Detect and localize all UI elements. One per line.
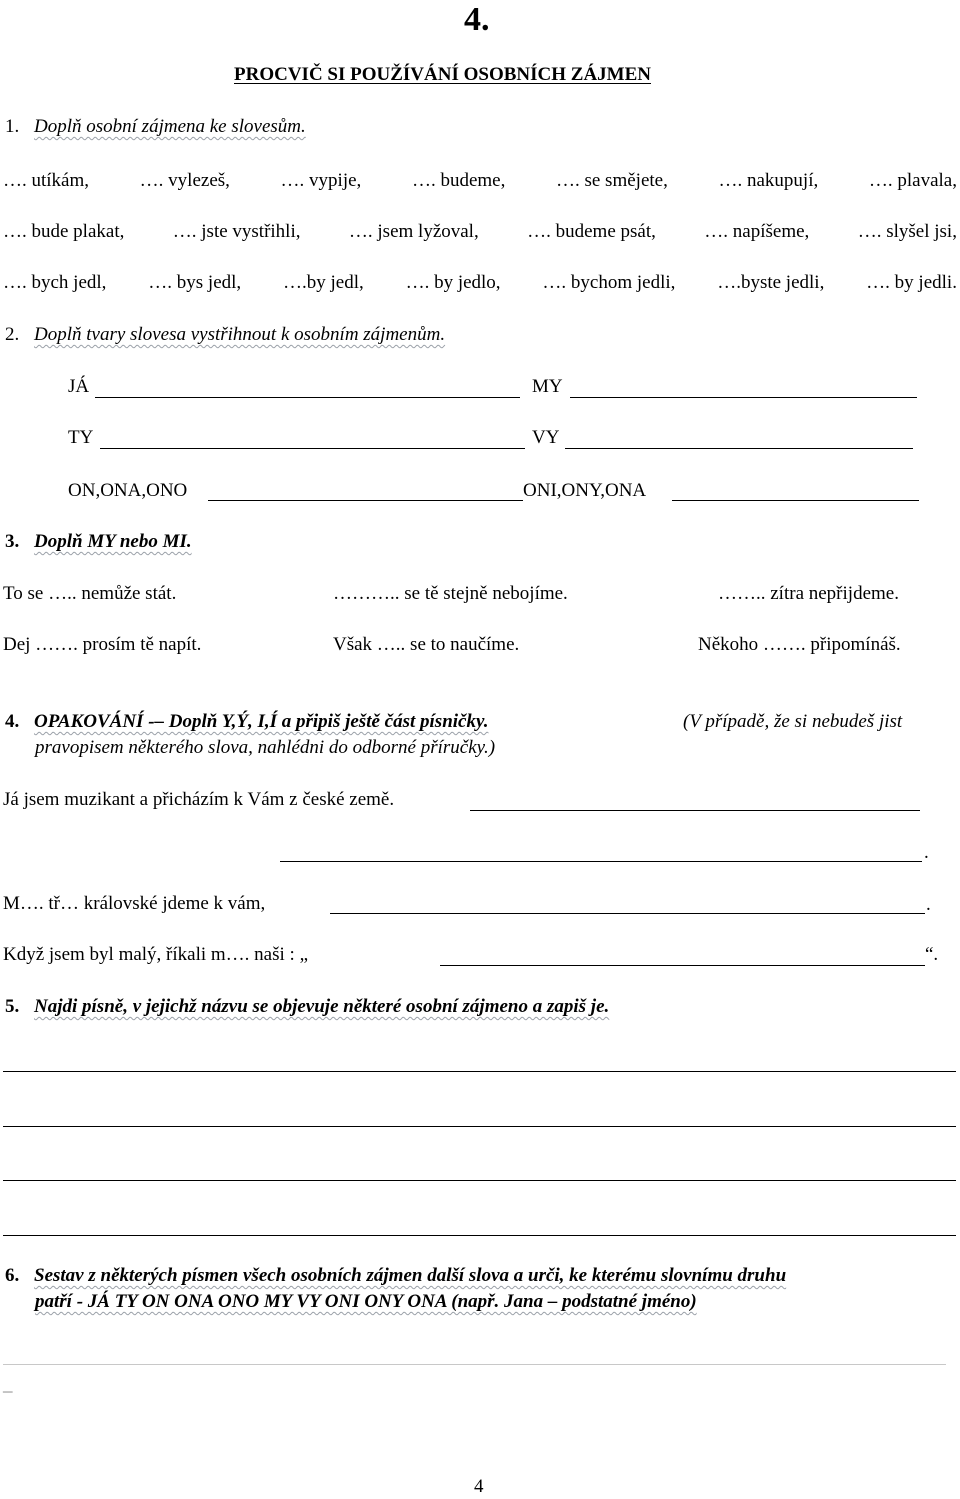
ex3-sentence: ……….. se tě stejně nebojíme.: [333, 583, 568, 604]
ex1-item: …. utíkám,: [3, 170, 90, 191]
ex2-answer-line[interactable]: [95, 397, 520, 398]
ex1-row-1: [3, 170, 957, 192]
ex2-answer-line[interactable]: [100, 448, 525, 449]
ex1-item: …. bych jedl,: [3, 272, 107, 293]
ex1-item: …. jste vystřihli,: [172, 221, 301, 242]
ex4-answer-line[interactable]: [470, 810, 920, 811]
ex4-line-end: .: [926, 894, 931, 915]
ex4-number: 4.: [5, 711, 20, 732]
ex4-note: (V případě, že si nebudeš jist: [683, 711, 903, 732]
ex4-line-end: .: [924, 842, 929, 863]
ex5-answer-line[interactable]: [3, 1071, 956, 1072]
ex3-sentence: Dej ……. prosím tě napít.: [3, 634, 202, 655]
ex6-tail-mark: _: [3, 1374, 13, 1395]
ex1-row-2: [3, 221, 957, 243]
ex2-number: 2.: [5, 324, 20, 345]
ex4-task: OPAKOVÁNÍ -– Doplň Y,Ý, I,Í a připiš ještě část písničky.: [34, 711, 489, 732]
ex5-task: Najdi písně, v jejichž názvu se objevuje některé osobní zájmeno a zapiš je.: [34, 996, 610, 1017]
ex4-song-line: M…. tř… královské jdeme k vám,: [3, 893, 266, 914]
ex1-item: …. napíšeme,: [704, 221, 810, 242]
ex2-answer-line[interactable]: [208, 500, 523, 501]
ex5-number: 5.: [5, 996, 20, 1017]
ex2-task: Doplň tvary slovesa vystřihnout k osobním zájmenům.: [34, 324, 446, 345]
ex1-row-3: [3, 272, 957, 294]
ex6-answer-line[interactable]: [3, 1364, 946, 1365]
ex5-answer-line[interactable]: [3, 1126, 956, 1127]
ex2-label-on: ON,ONA,ONO: [68, 480, 188, 501]
ex4-song-line: Já jsem muzikant a přicházím k Vám z české země.: [3, 789, 395, 810]
ex2-answer-line[interactable]: [565, 448, 913, 449]
ex4-line-end: “.: [925, 944, 939, 965]
ex1-item: …. bys jedl,: [148, 272, 242, 293]
ex1-item: …. budeme,: [411, 170, 506, 191]
ex3-heading: [5, 531, 192, 553]
ex2-label-ty: TY: [68, 427, 94, 448]
ex1-item: …. by jedlo,: [405, 272, 501, 293]
ex6-number: 6.: [5, 1265, 20, 1286]
ex6-heading: [5, 1265, 786, 1287]
ex1-item: …. plavala,: [868, 170, 957, 191]
ex3-sentence: To se ….. nemůže stát.: [3, 583, 177, 604]
page-label: 4.: [464, 1, 490, 38]
ex4-song-line: Když jsem byl malý, říkali m…. naši : „: [3, 944, 309, 965]
ex1-item: ….byste jedli,: [717, 272, 825, 293]
ex1-item: …. se smějete,: [555, 170, 668, 191]
ex1-item: …. by jedli.: [866, 272, 957, 293]
ex4-answer-line[interactable]: [280, 861, 922, 862]
ex4-answer-line[interactable]: [330, 913, 925, 914]
ex2-label-my: MY: [532, 376, 563, 397]
ex1-item: …. vylezeš,: [139, 170, 230, 191]
ex1-item: …. jsem lyžoval,: [348, 221, 479, 242]
ex2-heading: [5, 324, 445, 346]
ex2-answer-line[interactable]: [672, 500, 919, 501]
ex2-label-oni: ONI,ONY,ONA: [523, 480, 647, 501]
ex1-item: …. bychom jedli,: [542, 272, 676, 293]
ex6-task: Sestav z některých písmen všech osobních zájmen další slova a urči, ke kterému slovnímu druhu: [34, 1265, 787, 1286]
page-number: 4: [474, 1476, 484, 1497]
ex4-note-continued: pravopisem některého slova, nahlédni do odborné příručky.): [35, 737, 496, 758]
ex5-answer-line[interactable]: [3, 1180, 956, 1181]
ex3-number: 3.: [5, 531, 20, 552]
ex2-label-vy: VY: [532, 427, 560, 448]
ex1-item: …. nakupují,: [718, 170, 819, 191]
page-title: PROCVIČ SI POUŽÍVÁNÍ OSOBNÍCH ZÁJMEN: [234, 64, 651, 85]
ex3-sentence: Však ….. se to naučíme.: [333, 634, 520, 655]
ex3-sentence: …….. zítra nepřijdeme.: [718, 583, 899, 604]
ex1-item: …. bude plakat,: [3, 221, 125, 242]
ex1-item: ….by jedl,: [282, 272, 364, 293]
ex3-task: Doplň MY nebo MI.: [34, 531, 192, 552]
ex4-answer-line[interactable]: [440, 965, 925, 966]
ex2-label-ja: JÁ: [68, 376, 90, 397]
ex1-number: 1.: [5, 116, 20, 137]
ex1-item: …. vypije,: [280, 170, 362, 191]
ex1-heading: [5, 116, 306, 138]
ex1-item: …. budeme psát,: [527, 221, 656, 242]
ex2-answer-line[interactable]: [570, 397, 917, 398]
ex4-heading: [5, 711, 488, 733]
ex1-task: Doplň osobní zájmena ke slovesům.: [34, 116, 306, 137]
ex6-task-continued: patří - JÁ TY ON ONA ONO MY VY ONI ONY ONA (např. Jana – podstatné jméno): [35, 1291, 697, 1312]
ex5-heading: [5, 996, 609, 1018]
ex5-answer-line[interactable]: [3, 1235, 956, 1236]
ex3-sentence: Někoho ……. připomínáš.: [698, 634, 901, 655]
ex1-item: …. slyšel jsi,: [857, 221, 957, 242]
